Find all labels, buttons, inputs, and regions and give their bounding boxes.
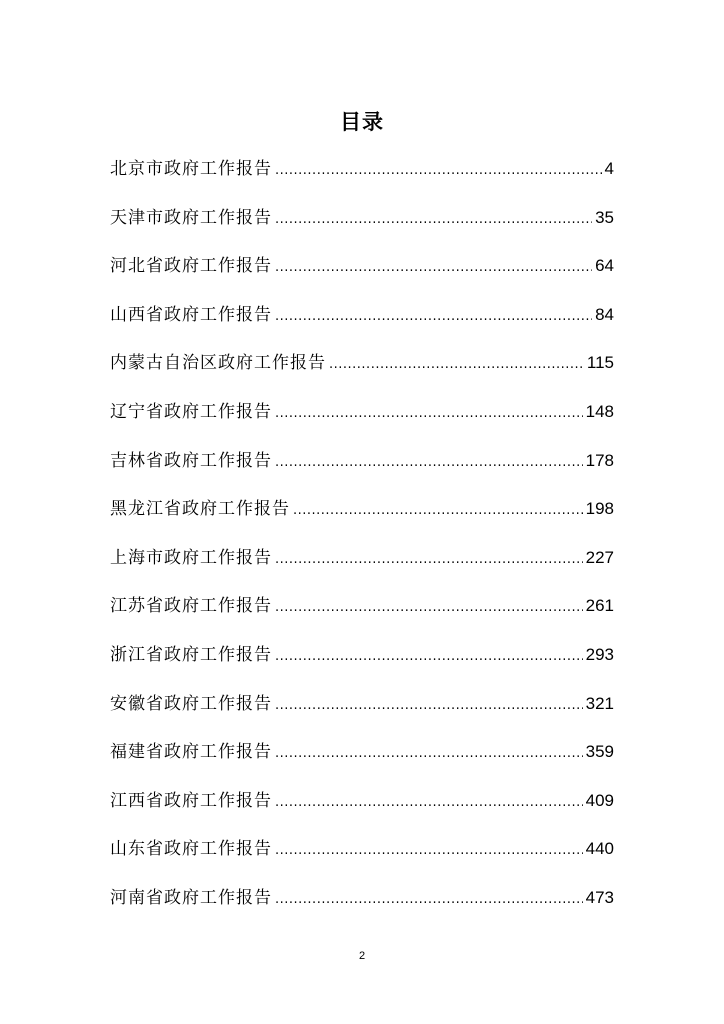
- toc-entry-label: 黑龙江省政府工作报告: [110, 499, 290, 520]
- toc-entry-label: 天津市政府工作报告: [110, 207, 272, 228]
- toc-leader-dots: [275, 300, 592, 334]
- toc-leader-dots: [275, 737, 583, 771]
- toc-entry-page: 178: [585, 450, 614, 470]
- toc-entry[interactable]: [110, 687, 614, 736]
- toc-entry-label: 安徽省政府工作报告: [110, 693, 272, 714]
- page-title: 目录: [340, 110, 384, 134]
- toc-entry[interactable]: [110, 638, 614, 687]
- toc-entry-label: 浙江省政府工作报告: [110, 644, 272, 665]
- toc-entry[interactable]: [110, 541, 614, 590]
- toc-leader-dots: [275, 203, 592, 237]
- toc-entry-label: 河北省政府工作报告: [110, 256, 272, 277]
- toc-entry-page: 64: [595, 256, 614, 276]
- toc-entry-label: 上海市政府工作报告: [110, 547, 272, 568]
- toc-leader-dots: [275, 689, 583, 723]
- toc-entry[interactable]: [110, 784, 614, 833]
- toc-leader-dots: [275, 251, 592, 285]
- toc-entry-label: 山东省政府工作报告: [110, 839, 272, 860]
- toc-entry-page: 198: [585, 499, 614, 519]
- toc-entry[interactable]: [110, 395, 614, 444]
- table-of-contents: [110, 152, 614, 930]
- toc-entry[interactable]: [110, 249, 614, 298]
- toc-entry-page: 440: [585, 839, 614, 859]
- toc-entry-page: 409: [585, 790, 614, 810]
- toc-entry[interactable]: [110, 735, 614, 784]
- toc-leader-dots: [275, 883, 583, 917]
- toc-entry-label: 北京市政府工作报告: [110, 159, 272, 179]
- toc-leader-dots: [275, 446, 583, 480]
- toc-entry-page: 84: [595, 304, 614, 324]
- toc-entry[interactable]: [110, 832, 614, 881]
- toc-entry-page: 321: [585, 693, 614, 713]
- toc-entry-label: 福建省政府工作报告: [110, 742, 272, 763]
- page-number: 2: [358, 950, 366, 962]
- toc-entry[interactable]: [110, 346, 614, 395]
- toc-entry-page: 359: [585, 742, 614, 762]
- toc-leader-dots: [275, 154, 602, 188]
- toc-entry-page: 35: [595, 207, 614, 227]
- toc-entry-page: 4: [604, 159, 614, 178]
- toc-entry-label: 江西省政府工作报告: [110, 790, 272, 811]
- toc-entry-label: 辽宁省政府工作报告: [110, 401, 272, 422]
- toc-leader-dots: [275, 591, 583, 625]
- toc-entry[interactable]: [110, 444, 614, 493]
- toc-entry-label: 江苏省政府工作报告: [110, 596, 272, 617]
- toc-entry-label: 内蒙古自治区政府工作报告: [110, 353, 326, 374]
- toc-entry-page: 148: [585, 401, 614, 421]
- toc-entry-page: 227: [585, 547, 614, 567]
- toc-leader-dots: [275, 397, 583, 431]
- toc-leader-dots: [275, 786, 583, 820]
- toc-entry-page: 261: [585, 596, 614, 616]
- toc-entry[interactable]: [110, 201, 614, 250]
- toc-leader-dots: [275, 543, 583, 577]
- toc-entry-label: 河南省政府工作报告: [110, 887, 272, 908]
- toc-entry[interactable]: [110, 152, 614, 201]
- toc-leader-dots: [275, 640, 583, 674]
- toc-entry[interactable]: [110, 589, 614, 638]
- toc-entry[interactable]: [110, 298, 614, 347]
- toc-entry-page: 115: [586, 353, 614, 373]
- toc-leader-dots: [293, 494, 583, 528]
- toc-entry[interactable]: [110, 492, 614, 541]
- toc-entry-page: 293: [585, 644, 614, 664]
- toc-leader-dots: [275, 834, 583, 868]
- toc-leader-dots: [329, 348, 584, 382]
- toc-entry[interactable]: [110, 881, 614, 930]
- toc-entry-page: 473: [585, 887, 614, 907]
- toc-entry-label: 山西省政府工作报告: [110, 304, 272, 325]
- toc-entry-label: 吉林省政府工作报告: [110, 450, 272, 471]
